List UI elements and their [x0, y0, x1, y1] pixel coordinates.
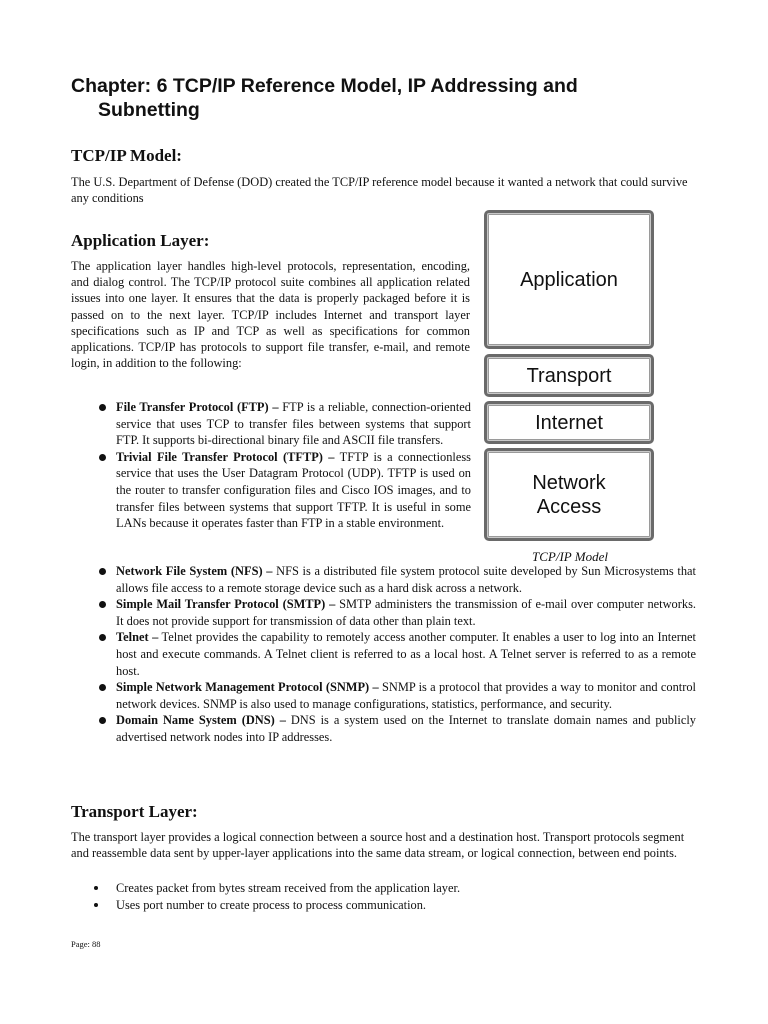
layer-box-transport	[484, 354, 654, 397]
list-item-text: Creates packet from bytes stream received from the application layer.	[116, 881, 461, 895]
chapter-title-line1: Chapter: 6 TCP/IP Reference Model, IP Addressing and	[71, 75, 578, 97]
protocol-list-wide	[116, 563, 696, 746]
intro-paragraph: The U.S. Department of Defense (DOD) created the TCP/IP reference model because it wanted a network that could survive any conditions	[71, 175, 688, 206]
list-item	[116, 712, 696, 745]
list-item-text: Uses port number to create process to process communication.	[116, 897, 427, 912]
chapter-title	[71, 74, 691, 122]
layer-label: Application	[520, 268, 618, 291]
layer-box-internet	[484, 401, 654, 444]
layer-box-application	[484, 210, 654, 349]
bullet-icon	[94, 903, 98, 907]
protocol-term: Telnet –	[116, 630, 159, 645]
transport-bullet-list	[116, 880, 676, 913]
list-item	[116, 880, 676, 897]
bullet-icon	[99, 454, 106, 461]
list-item	[116, 897, 676, 914]
bullet-icon	[99, 634, 106, 641]
list-item	[116, 449, 471, 532]
figure-caption: TCP/IP Model	[532, 549, 608, 564]
protocol-term: Simple Network Management Protocol (SNMP) –	[116, 680, 379, 695]
bullet-icon	[99, 684, 106, 691]
bullet-icon	[94, 886, 98, 890]
layer-label	[532, 471, 605, 519]
section-heading-tcpip-model: TCP/IP Model:	[71, 146, 182, 165]
list-item	[116, 679, 696, 712]
protocol-term: Domain Name System (DNS) –	[116, 713, 286, 728]
page-number: Page: 88	[71, 939, 101, 949]
protocol-term: Simple Mail Transfer Protocol (SMTP) –	[116, 597, 336, 612]
section-heading-transport-layer: Transport Layer:	[71, 802, 198, 821]
protocol-term: Network File System (NFS) –	[116, 564, 273, 578]
bullet-icon	[99, 601, 106, 608]
protocol-description: DNS is a system used on the Internet to translate domain names and publicly advertised network nodes into IP addresses.	[116, 713, 696, 744]
layer-label-line: Network	[532, 471, 606, 494]
list-item	[116, 629, 696, 679]
transport-layer-paragraph: The transport layer provides a logical connection between a source host and a destination host. Transport protocols segment and reassemble data sent by upper-layer applications into the same data stream, or logical connection, between end points.	[71, 830, 685, 861]
bullet-icon	[99, 568, 106, 575]
list-item	[116, 596, 696, 629]
section-heading-application-layer: Application Layer:	[71, 231, 210, 250]
protocol-description: SMTP administers the transmission of e-mail over computer networks. It does not provide support for transmission of data other than plain text.	[116, 597, 696, 628]
bullet-icon	[99, 717, 106, 724]
application-layer-paragraph: The application layer handles high-level protocols, representation, encoding, and dialog control. The TCP/IP protocol suite combines all application related issues into one layer. It ensures that the data is properly packaged before it is passed on to the next layer. TCP/IP includes Internet and transport layer specifications such as IP and TCP as well as specifications for common applications. TCP/IP has protocols to support file transfer, e-mail, and remote login, in addition to the following:	[71, 259, 470, 371]
layer-label-line: Access	[536, 495, 602, 518]
protocol-description: TFTP is a connectionless service that uses the User Datagram Protocol (UDP). TFTP is used on the router to transfer configuration files and Cisco IOS images, and to transfer files between systems that support TFTP. It is useful in some LANs because it operates faster than FTP in a stable environment.	[116, 449, 471, 531]
protocol-term: Trivial File Transfer Protocol (TFTP) –	[116, 449, 335, 464]
list-item	[116, 399, 471, 449]
tcpip-model-figure	[484, 210, 656, 580]
chapter-title-line2: Subnetting	[98, 99, 200, 121]
protocol-list-narrow	[116, 399, 471, 532]
protocol-description: FTP is a reliable, connection-oriented service that uses TCP to transfer files between systems that support FTP. It supports bi-directional binary file and ASCII file transfers.	[116, 400, 471, 448]
bullet-icon	[99, 404, 106, 411]
layer-label: Internet	[535, 411, 603, 434]
layer-label: Transport	[526, 364, 612, 387]
protocol-description: SNMP is a protocol that provides a way to monitor and control network devices. SNMP is also used to manage configurations, statistics, performance, and security.	[116, 680, 696, 711]
protocol-term: File Transfer Protocol (FTP) –	[116, 400, 279, 414]
layer-box-network-access	[484, 448, 654, 541]
protocol-description: NFS is a distributed file system protocol suite developed by Sun Microsystems that allows file access to a remote storage device such as a hard disk across a network.	[116, 564, 696, 595]
protocol-description: Telnet provides the capability to remotely access another computer. It enables a user to log into an Internet host and execute commands. A Telnet client is referred to as a local host. A Telnet server is referred to as a remote host.	[116, 630, 696, 678]
